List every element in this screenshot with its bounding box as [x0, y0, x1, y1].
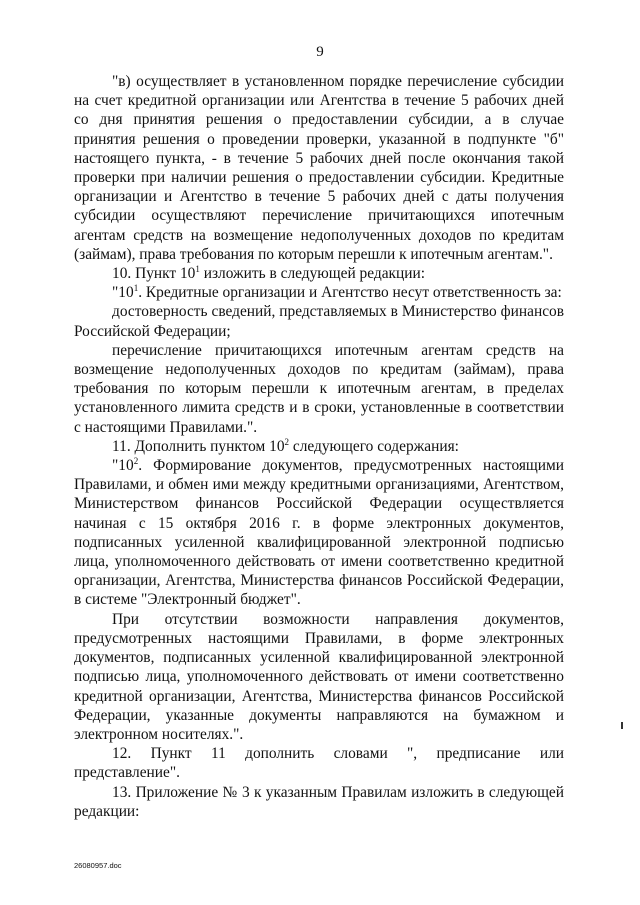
document-body: [74, 72, 564, 821]
margin-mark: [621, 722, 623, 729]
paragraph-transfer: перечисление причитающихся ипотечным агентам средств на возмещение недополученных доходов по кредитам (займам), права требования по которым перешли к ипотечным агентам, в пределах установленного лимита средств и в сроки, установленные в соответствии с настоящими Правилами.".: [74, 341, 564, 436]
paragraph-item-10: 10. Пункт $10^1$ изложить в следующей редакции:: [112, 263, 425, 283]
paragraph-item-11: 11. Дополнить пунктом $10^2$ следующего содержания:: [112, 436, 459, 455]
page-number: 9: [316, 44, 324, 60]
paragraph-no-possibility: При отсутствии возможности направления документов, предусмотренных настоящими Правилами, в форме электронных документов, подписанных усиленной квалифицированной электронной подписью лица, уполномоченного действовать от имени соответственно кредитной организации, Агентства, Министерства финансов Российской Федерации, указанные документы направляются на бумажном и электронном носителях.".: [74, 610, 564, 743]
paragraph-item-13: 13. Приложение № 3 к указанным Правилам изложить в следующей редакции:: [74, 783, 564, 820]
paragraph-reliability: достоверность сведений, представляемых в Министерство финансов Российской Федерации;: [74, 303, 564, 340]
paragraph-point-10-2: "$10^2$. Формирование документов, предусмотренных настоящими Правилами, и обмен ими между кредитными организациями, Агентством, Министерством финансов Российской Федерации осуществляется начиная с 15 октября 2016 г. в форме электронных документов, подписанных усиленной квалифицированной электронной подписью лица, уполномоченного действовать от имени соответственно кредитной организации, Агентства, Министерства финансов Российской Федерации, в системе "Электронный бюджет".: [74, 455, 564, 609]
footer-filename: 26080957.doc: [74, 861, 122, 870]
paragraph-subpoint-v: "в) осуществляет в установленном порядке перечисление субсидии на счет кредитной организации или Агентства в течение 5 рабочих дней со дня принятия решения о предоставлении субсидии, а в случае принятия решения о проведении проверки, указанной в подпункте "б" настоящего пункта, - в течение 5 рабочих дней после окончания такой проверки при наличии решения о предоставлении субсидии. Кредитные организации и Агентство в течение 5 рабочих дней с даты получения субсидии осуществляют перечисление причитающихся ипотечным агентам средств на возмещение недополученных доходов по кредитам (займам), права требования по которым перешли к ипотечным агентам.".: [74, 73, 564, 263]
paragraph-item-12: 12. Пункт 11 дополнить словами ", предписание или представление".: [74, 745, 564, 782]
paragraph-point-10-1: "$10^1$. Кредитные организации и Агентство несут ответственность за:: [112, 283, 562, 302]
